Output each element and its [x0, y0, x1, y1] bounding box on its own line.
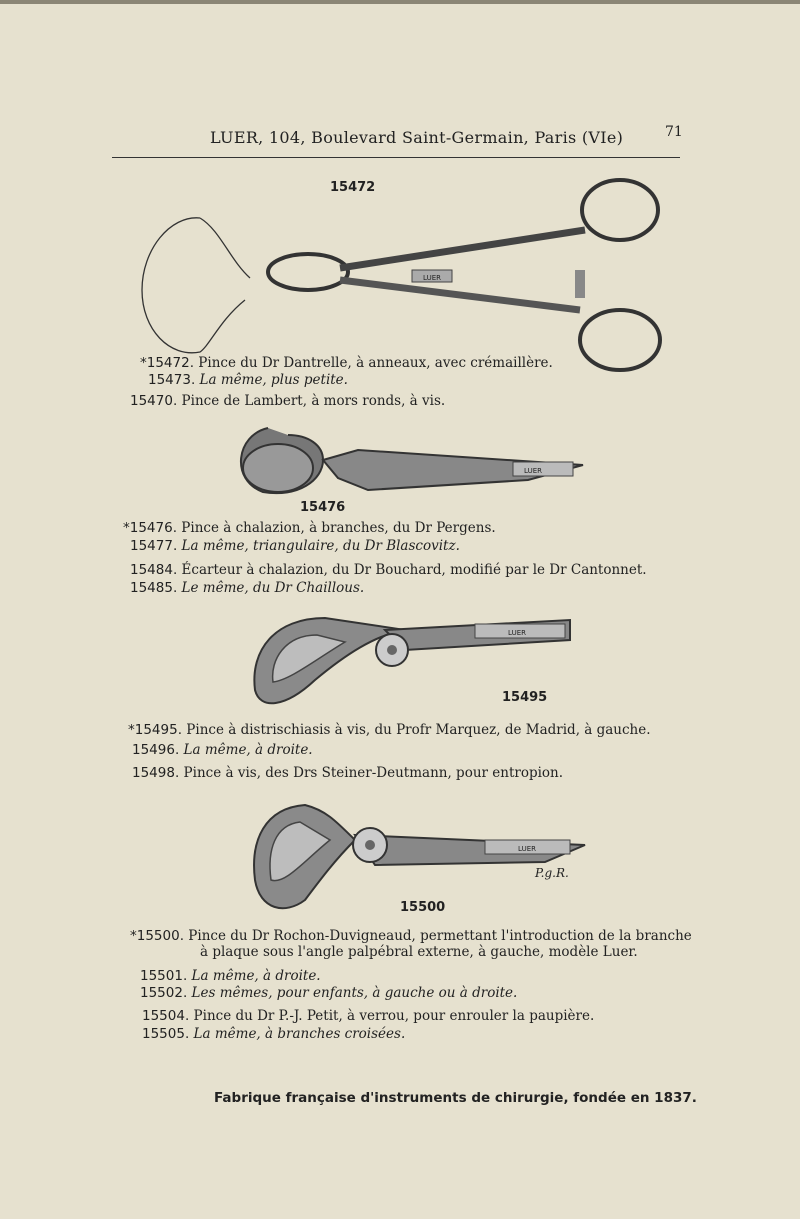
- entry-row: [142, 1026, 405, 1042]
- entry-number: 15473.: [148, 372, 196, 388]
- entry-row: [128, 722, 651, 738]
- entry-text: La même, à droite.: [191, 968, 321, 984]
- top-edge: [0, 0, 800, 4]
- engraver-signature: P.g.R.: [535, 866, 569, 880]
- brand-mark-3: LUER: [508, 629, 526, 637]
- entry-text: Le même, du Dr Chaillous.: [181, 580, 365, 596]
- entry-number: 15501.: [140, 968, 188, 984]
- entry-row: [140, 968, 321, 984]
- brand-mark-4: LUER: [518, 845, 536, 853]
- page-header: LUER, 104, Boulevard Saint-Germain, Paris (VIe): [210, 128, 624, 147]
- entry-text: Pince à vis, des Drs Steiner-Deutmann, pour entropion.: [183, 765, 564, 781]
- entry-number: 15505.: [142, 1026, 190, 1042]
- entry-row: [130, 538, 460, 554]
- entry-row: [132, 742, 313, 758]
- entry-text: Pince du Dr Dantrelle, à anneaux, avec crémaillère.: [198, 355, 553, 371]
- entry-number: 15477.: [130, 538, 178, 554]
- figure-chalazion-forceps: [228, 420, 588, 505]
- figure-number-15500: 15500: [400, 900, 446, 915]
- entry-text: Pince de Lambert, à mors ronds, à vis.: [181, 393, 446, 409]
- entry-text: La même, à branches croisées.: [193, 1026, 406, 1042]
- brand-mark-2: LUER: [524, 467, 542, 475]
- page-number: 71: [665, 124, 683, 140]
- entry-number: *15500.: [130, 928, 184, 944]
- figure-number-15495: 15495: [502, 690, 548, 705]
- page-footer: Fabrique française d'instruments de chirurgie, fondée en 1837.: [214, 1090, 697, 1106]
- entry-text: Pince à chalazion, à branches, du Dr Pergens.: [181, 520, 496, 536]
- entry-text: Pince du Dr P.-J. Petit, à verrou, pour enrouler la paupière.: [193, 1008, 595, 1024]
- entry-text: Écarteur à chalazion, du Dr Bouchard, modifié par le Dr Cantonnet.: [181, 562, 647, 578]
- entry-row: [130, 562, 647, 578]
- entry-number: 15485.: [130, 580, 178, 596]
- figure-number-15472: 15472: [330, 180, 376, 195]
- entry-number: 15470.: [130, 393, 178, 409]
- figure-ring-forceps: [130, 170, 675, 380]
- header-rule: [112, 157, 680, 158]
- entry-row: [130, 393, 445, 409]
- brand-mark-1: LUER: [423, 274, 441, 282]
- entry-number: 15502.: [140, 985, 188, 1001]
- entry-number: *15472.: [140, 355, 194, 371]
- entry-text: Pince du Dr Rochon-Duvigneaud, permettant l'introduction de la branche: [188, 928, 692, 944]
- entry-text: La même, plus petite.: [199, 372, 348, 388]
- entry-row: [130, 580, 364, 596]
- entry-text: La même, à droite.: [183, 742, 313, 758]
- entry-text: La même, triangulaire, du Dr Blascovitz.: [181, 538, 460, 554]
- entry-number: 15498.: [132, 765, 180, 781]
- entry-number: 15496.: [132, 742, 180, 758]
- entry-row: [148, 372, 348, 388]
- figure-number-15476: 15476: [300, 500, 346, 515]
- entry-text: Les mêmes, pour enfants, à gauche ou à droite.: [191, 985, 518, 1001]
- entry-row: [132, 765, 563, 781]
- entry-text: à plaque sous l'angle palpébral externe, à gauche, modèle Luer.: [200, 944, 638, 960]
- entry-number: *15495.: [128, 722, 182, 738]
- entry-row: [142, 1008, 594, 1024]
- entry-row: [130, 928, 692, 944]
- entry-number: 15484.: [130, 562, 178, 578]
- entry-row: [200, 944, 638, 960]
- entry-text: Pince à distrischiasis à vis, du Profr Marquez, de Madrid, à gauche.: [186, 722, 651, 738]
- entry-number: *15476.: [123, 520, 177, 536]
- entry-number: 15504.: [142, 1008, 190, 1024]
- entry-row: [123, 520, 496, 536]
- entry-row: [140, 355, 553, 371]
- entry-row: [140, 985, 517, 1001]
